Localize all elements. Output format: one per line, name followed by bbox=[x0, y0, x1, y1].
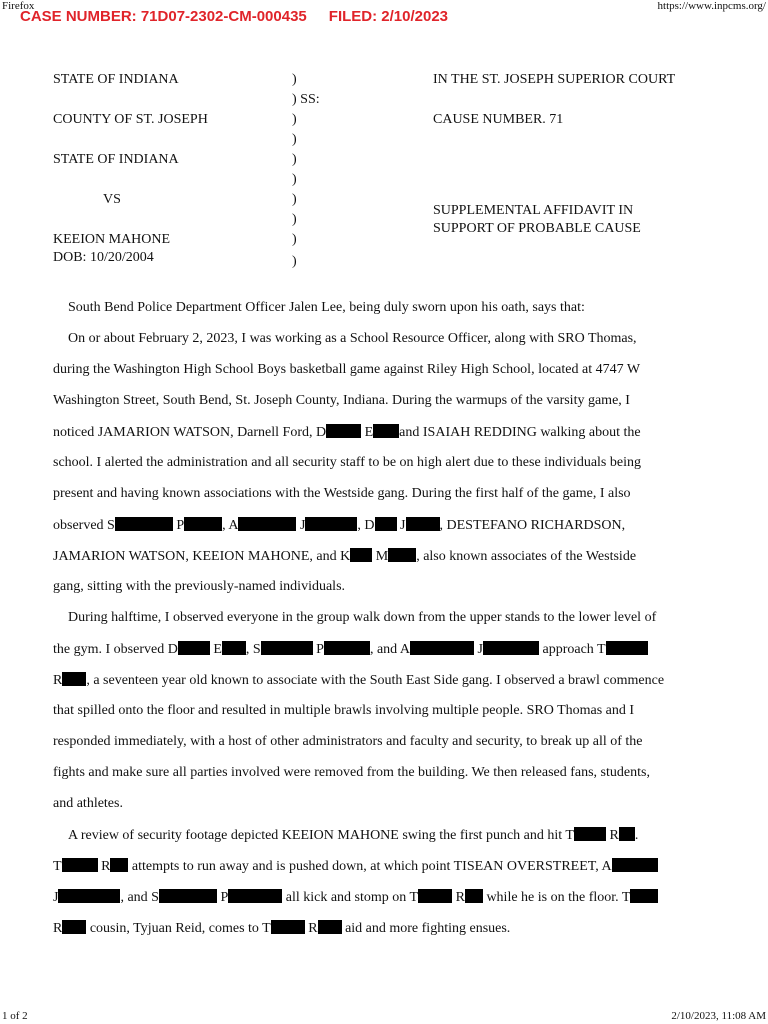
body-line: school. I alerted the administration and all security staff to be on high alert due to these individuals being bbox=[53, 455, 641, 470]
redaction bbox=[388, 548, 416, 562]
body-line: R cousin, Tyjuan Reid, comes to T R aid and more fighting ensues. bbox=[53, 921, 511, 936]
body-line: responded immediately, with a host of other administrators and faculty and security, to break up all of the bbox=[53, 734, 643, 749]
redaction bbox=[606, 641, 648, 655]
redaction bbox=[465, 889, 483, 903]
redaction bbox=[261, 641, 313, 655]
caption-dob: DOB: 10/20/2004 bbox=[53, 250, 154, 265]
redaction bbox=[58, 889, 120, 903]
caption-vs: VS bbox=[103, 192, 121, 207]
redaction bbox=[115, 517, 173, 531]
caption-state: STATE OF INDIANA bbox=[53, 72, 179, 87]
body-line: J , and S P all kick and stomp on T R while he is on the floor. T bbox=[53, 889, 717, 920]
document-title-line-2: SUPPORT OF PROBABLE CAUSE bbox=[433, 221, 641, 236]
case-number: CASE NUMBER: 71D07-2302-CM-000435 bbox=[20, 8, 307, 25]
body-line: Washington Street, South Bend, St. Joseph County, Indiana. During the warmups of the varsity game, I bbox=[53, 393, 630, 408]
filed-date: FILED: 2/10/2023 bbox=[328, 8, 449, 25]
caption-defendant: KEEION MAHONE bbox=[53, 232, 171, 247]
redaction bbox=[612, 858, 658, 872]
body-line: South Bend Police Department Officer Jalen Lee, being duly sworn upon his oath, says that: bbox=[68, 300, 585, 315]
redaction bbox=[619, 827, 635, 841]
caption-paren: ) bbox=[292, 172, 297, 187]
court-name: IN THE ST. JOSEPH SUPERIOR COURT bbox=[433, 72, 676, 87]
page-url: https://www.inpcms.org/ bbox=[657, 0, 766, 12]
redaction bbox=[406, 517, 440, 531]
document-title-line-1: SUPPLEMENTAL AFFIDAVIT IN bbox=[433, 203, 634, 218]
body-line: during the Washington High School Boys basketball game against Riley High School, located at 4747 W bbox=[53, 362, 641, 377]
caption-paren: ) bbox=[292, 112, 297, 127]
redaction bbox=[305, 517, 357, 531]
body-line: the gym. I observed D E , S P , and A J approach T bbox=[53, 641, 717, 672]
caption-paren: ) bbox=[292, 232, 297, 247]
body-line: T R attempts to run away and is pushed down, at which point TISEAN OVERSTREET, A bbox=[53, 858, 717, 889]
body-line: observed S P , A J , D J , DESTEFANO RICHARDSON, bbox=[53, 518, 626, 533]
caption-paren: ) bbox=[292, 192, 297, 207]
redaction bbox=[318, 920, 342, 934]
redaction bbox=[350, 548, 372, 562]
caption-paren: ) bbox=[292, 254, 297, 269]
case-banner bbox=[20, 8, 448, 25]
redaction bbox=[238, 517, 296, 531]
redaction bbox=[630, 889, 658, 903]
body-line: A review of security footage depicted KEEION MAHONE swing the first punch and hit T R . bbox=[68, 828, 639, 843]
redaction bbox=[375, 517, 397, 531]
body-line: noticed JAMARION WATSON, Darnell Ford, D E and ISAIAH REDDING walking about the bbox=[53, 425, 641, 440]
redaction bbox=[228, 889, 282, 903]
redaction bbox=[62, 920, 86, 934]
body-line: gang, sitting with the previously-named individuals. bbox=[53, 579, 346, 594]
body-line: and athletes. bbox=[53, 796, 123, 811]
body-line: R , a seventeen year old known to associate with the South East Side gang. I observed a brawl commence bbox=[53, 673, 665, 688]
cause-number: CAUSE NUMBER. 71 bbox=[433, 112, 564, 127]
redaction bbox=[483, 641, 539, 655]
body-line: that spilled onto the floor and resulted in multiple brawls involving multiple people. SRO Thomas and I bbox=[53, 703, 635, 718]
affidavit-body bbox=[53, 300, 717, 951]
redaction bbox=[159, 889, 217, 903]
redaction bbox=[324, 641, 370, 655]
redaction bbox=[110, 858, 128, 872]
page-number: 1 of 2 bbox=[2, 1010, 28, 1022]
redaction bbox=[222, 641, 246, 655]
redaction bbox=[418, 889, 452, 903]
redaction bbox=[178, 641, 210, 655]
body-line: present and having known associations with the Westside gang. During the first half of the game, I also bbox=[53, 486, 631, 501]
redaction bbox=[271, 920, 305, 934]
print-datetime: 2/10/2023, 11:08 AM bbox=[671, 1010, 766, 1022]
body-line: JAMARION WATSON, KEEION MAHONE, and K M , also known associates of the Westside bbox=[53, 549, 637, 564]
caption-paren: ) bbox=[292, 72, 297, 87]
caption-paren: ) bbox=[292, 212, 297, 227]
caption-ss: ) SS: bbox=[292, 92, 320, 107]
redaction bbox=[574, 827, 606, 841]
caption-paren: ) bbox=[292, 152, 297, 167]
body-line: On or about February 2, 2023, I was working as a School Resource Officer, along with SRO Thomas, bbox=[68, 331, 637, 346]
caption-paren: ) bbox=[292, 132, 297, 147]
redaction bbox=[62, 672, 86, 686]
caption-county: COUNTY OF ST. JOSEPH bbox=[53, 112, 208, 127]
browser-app-label: Firefox bbox=[2, 0, 35, 12]
redaction bbox=[62, 858, 98, 872]
redaction bbox=[326, 424, 361, 438]
redaction bbox=[373, 424, 399, 438]
body-line: fights and make sure all parties involved were removed from the building. We then released fans, students, bbox=[53, 765, 650, 780]
caption-state-2: STATE OF INDIANA bbox=[53, 152, 179, 167]
redaction bbox=[410, 641, 474, 655]
body-line: During halftime, I observed everyone in the group walk down from the upper stands to the lower level of bbox=[68, 610, 657, 625]
redaction bbox=[184, 517, 222, 531]
